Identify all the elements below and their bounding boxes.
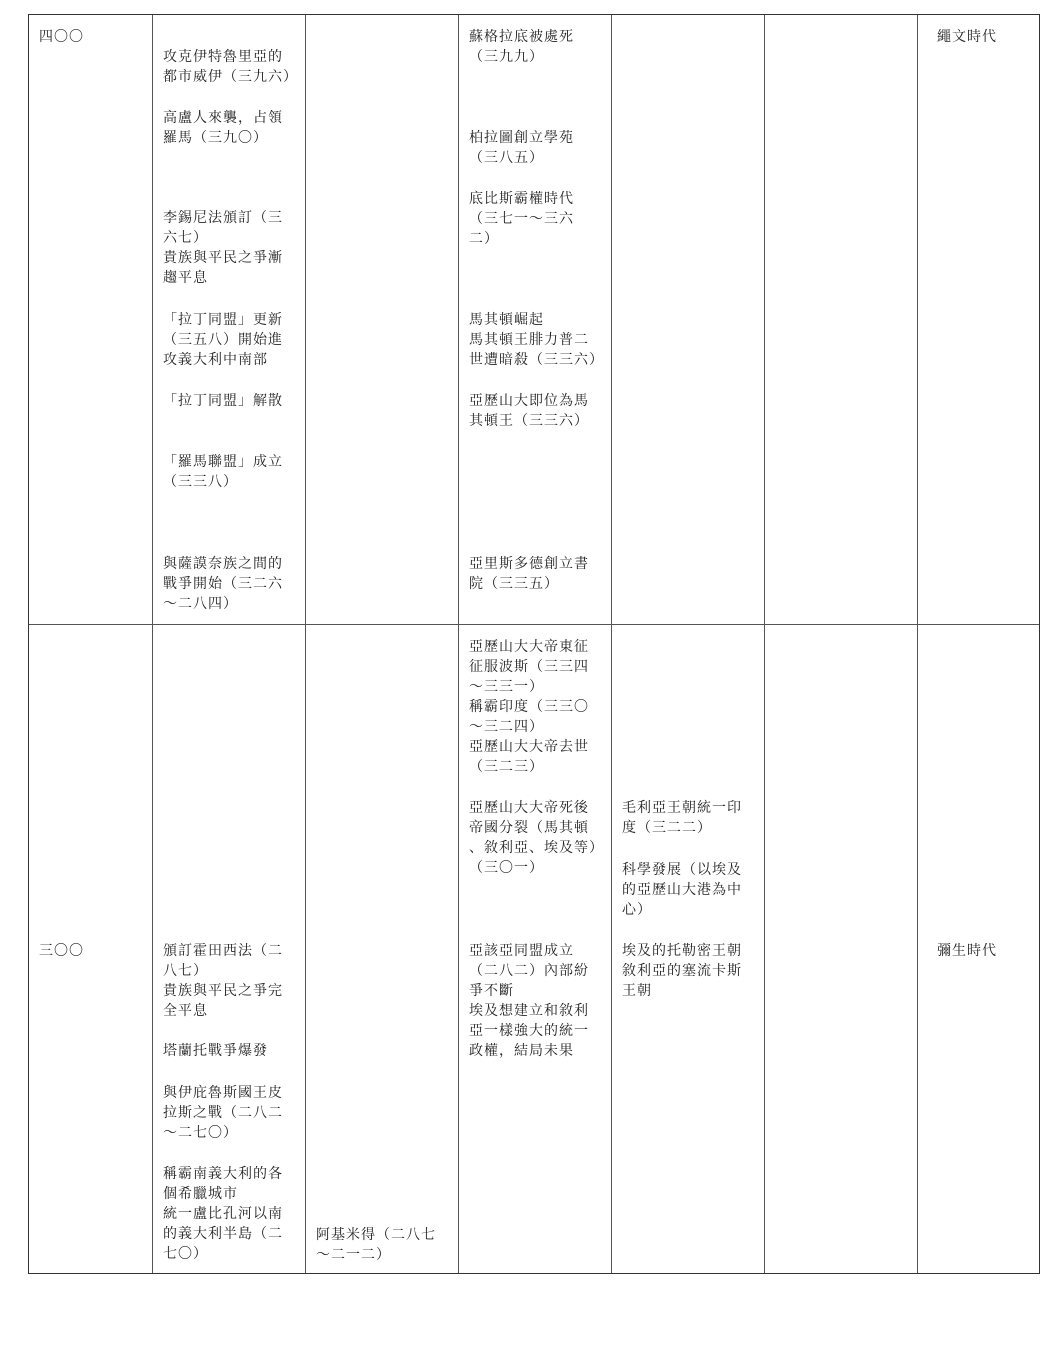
rome-event: 塔蘭托戰爭爆發 — [163, 1043, 268, 1059]
greece-event: 蘇格拉底被處死 （三九九） — [469, 29, 574, 65]
rome-event: 攻克伊特魯里亞的 都市威伊（三九六） — [163, 49, 298, 85]
asia-event: 科學發展（以埃及 的亞歷山大港為中 心） — [622, 862, 742, 918]
asia-event: 毛利亞王朝統一印 度（三二二） — [622, 800, 742, 836]
column-divider — [917, 15, 918, 1273]
rome-event: 「拉丁同盟」更新 （三五八）開始進 攻義大利中南部 — [163, 312, 283, 368]
rome-event: 與薩謨奈族之間的 戰爭開始（三二六 ～二八四） — [163, 556, 283, 612]
era-label: 彌生時代 — [937, 943, 997, 959]
chronology-table — [28, 14, 1040, 1274]
column-divider — [611, 15, 612, 1273]
asia-event: 埃及的托勒密王朝 敘利亞的塞流卡斯 王朝 — [622, 943, 742, 999]
column-divider — [764, 15, 765, 1273]
science-event: 阿基米得（二八七 ～二一二） — [316, 1227, 436, 1263]
rome-event: 與伊庇魯斯國王皮 拉斯之戰（二八二 ～二七〇） — [163, 1085, 283, 1141]
rome-event: 稱霸南義大利的各 個希臘城市 統一盧比孔河以南 的義大利半島（二 七〇） — [163, 1166, 283, 1262]
row-divider — [29, 624, 1039, 625]
greece-event: 亞歷山大大帝東征 征服波斯（三三四 ～三三一） 稱霸印度（三三〇 ～三二四） 亞歷山大大帝去世 （三二三） — [469, 639, 589, 775]
greece-event: 底比斯霸權時代 （三七一～三六 二） — [469, 191, 574, 247]
rome-event: 頒訂霍田西法（二 八七） 貴族與平民之爭完 全平息 — [163, 943, 283, 1019]
column-divider — [458, 15, 459, 1273]
rome-event: 高盧人來襲，占領 羅馬（三九〇） — [163, 110, 283, 146]
year-label: 四〇〇 — [39, 29, 84, 45]
rome-event: 「羅馬聯盟」成立 （三三八） — [163, 454, 283, 490]
greece-event: 亞歷山大大帝死後 帝國分裂（馬其頓 、敘利亞、埃及等） （三〇一） — [469, 800, 604, 876]
year-label: 三〇〇 — [39, 943, 84, 959]
column-divider — [305, 15, 306, 1273]
greece-event: 柏拉圖創立學苑 （三八五） — [469, 130, 574, 166]
era-label: 繩文時代 — [937, 29, 997, 45]
rome-event: 「拉丁同盟」解散 — [163, 393, 283, 409]
greece-event: 亞歷山大即位為馬 其頓王（三三六） — [469, 393, 589, 429]
rome-event: 李錫尼法頒訂（三 六七） 貴族與平民之爭漸 趨平息 — [163, 210, 283, 286]
column-divider — [152, 15, 153, 1273]
greece-event: 馬其頓崛起 馬其頓王腓力普二 世遭暗殺（三三六） — [469, 312, 604, 368]
greece-event: 亞該亞同盟成立 （二八二）內部紛 爭不斷 埃及想建立和敘利 亞一樣強大的統一 政權，結局未果 — [469, 943, 589, 1059]
greece-event: 亞里斯多德創立書 院（三三五） — [469, 556, 589, 592]
